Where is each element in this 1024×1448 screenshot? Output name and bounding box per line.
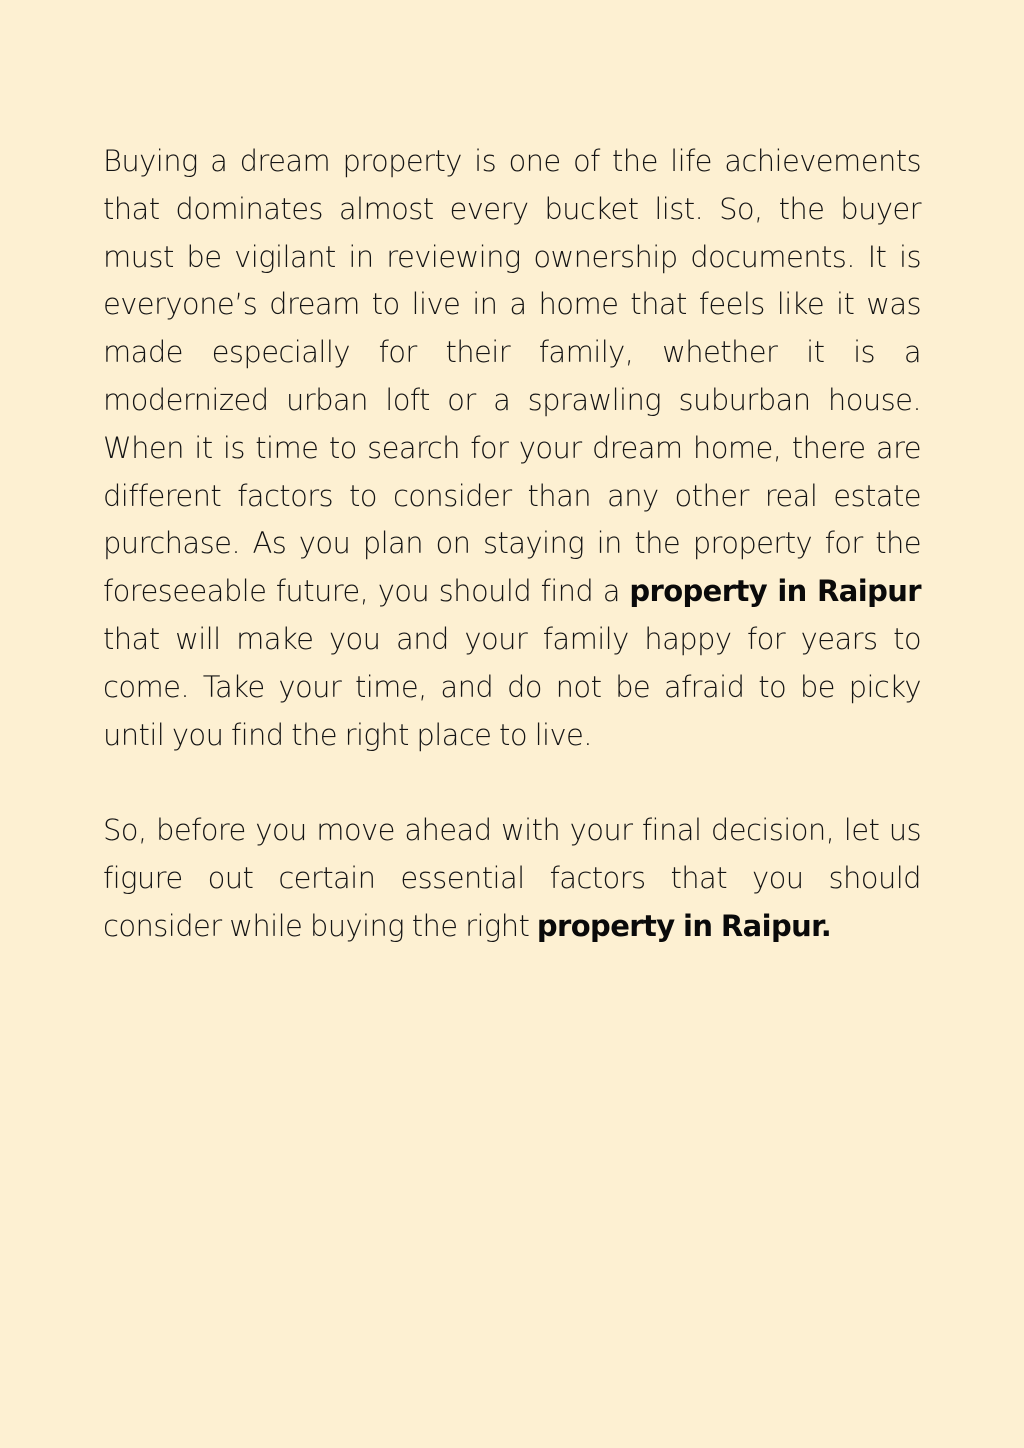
factors-paragraph: [103, 807, 921, 950]
intro-keyword-bold: property in Raipur: [629, 574, 921, 609]
factors-text: So, before you move ahead with your final decision, let us figure out certain essential factors that you should consider while buying the right: [103, 813, 921, 943]
intro-paragraph: [103, 138, 921, 759]
document-page: [103, 138, 921, 951]
intro-text-end: that will make you and your family happy for years to come. Take your time, and do not be afraid to be picky until you find the right place to live.: [103, 621, 921, 752]
intro-text-start: Buying a dream property is one of the life achievements that dominates almost every bucket list. So, the buyer must be vigilant in reviewing ownership documents. It is everyone’s dream to live in a home that feels like it was made especially for their family, whether it is a modernized urban loft or a sprawling suburban house. When it is time to search for your dream home, there are different factors to consider than any other real estate purchase. As you plan on staying in the property for the foreseeable future, you should find a: [103, 144, 921, 609]
factors-keyword-bold: property in Raipur.: [536, 908, 832, 943]
